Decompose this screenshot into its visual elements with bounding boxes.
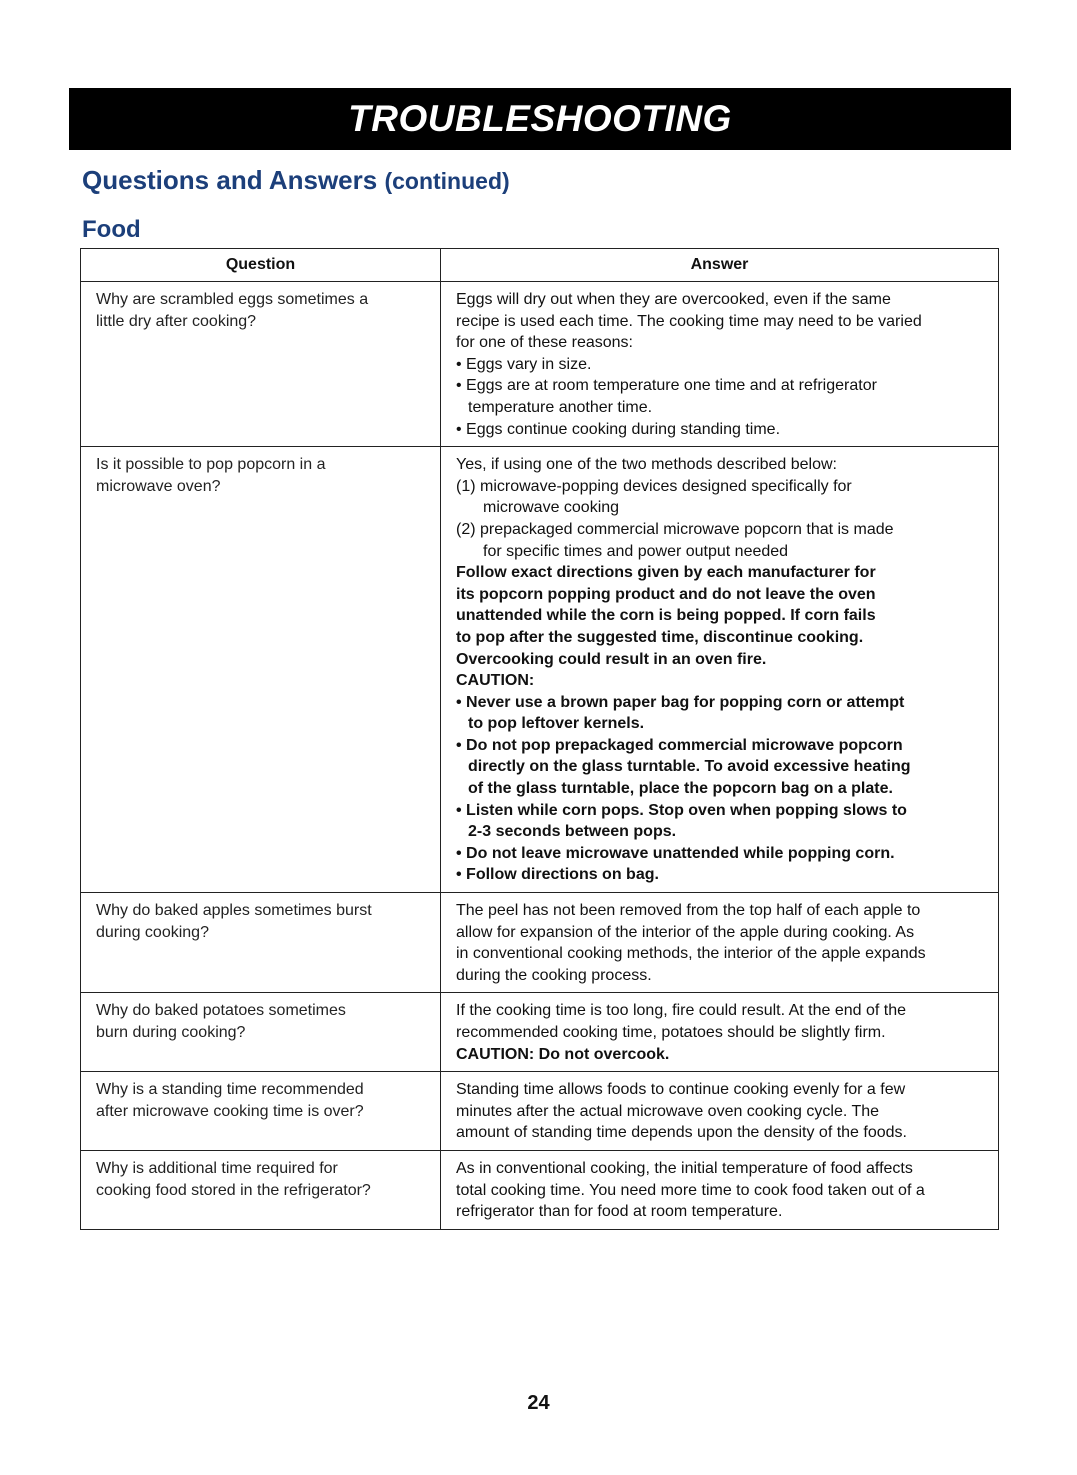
section-title-continued: (continued) <box>384 168 510 194</box>
answer-line: to pop after the suggested time, discontinue cooking. <box>456 628 864 646</box>
answer-line: Standing time allows foods to continue cooking evenly for a few <box>456 1081 906 1099</box>
answer-line: minutes after the actual microwave oven cooking cycle. The <box>456 1102 880 1120</box>
answer-line: microwave cooking <box>483 499 620 517</box>
answer-line: recipe is used each time. The cooking time may need to be varied <box>456 312 922 330</box>
column-header-question: Question <box>81 249 441 282</box>
answer-line: allow for expansion of the interior of the apple during cooking. As <box>456 923 915 941</box>
answer-line: Yes, if using one of the two methods described below: <box>456 456 837 474</box>
question-cell <box>81 1072 441 1151</box>
answer-line: directly on the glass turntable. To avoid excessive heating <box>468 758 911 776</box>
table-row <box>81 893 999 993</box>
table-row <box>81 993 999 1072</box>
answer-line: The peel has not been removed from the top half of each apple to <box>456 902 921 920</box>
question-cell <box>81 993 441 1072</box>
answer-line: recommended cooking time, potatoes should be slightly firm. <box>456 1024 886 1041</box>
answer-cell <box>441 1150 999 1229</box>
answer-cell <box>441 447 999 893</box>
page-banner <box>69 88 1011 150</box>
answer-line: • Do not leave microwave unattended while popping corn. <box>456 844 895 862</box>
answer-line: during the cooking process. <box>456 966 652 984</box>
answer-line: its popcorn popping product and do not leave the oven <box>456 585 876 603</box>
answer-line: • Eggs continue cooking during standing time. <box>456 420 781 438</box>
question-line: little dry after cooking? <box>96 312 257 330</box>
qa-table <box>80 248 999 1230</box>
question-line: Is it possible to pop popcorn in a <box>96 456 326 474</box>
question-cell <box>81 893 441 993</box>
table-row <box>81 447 999 893</box>
answer-line: unattended while the corn is being popped. If corn fails <box>456 607 876 625</box>
question-line: microwave oven? <box>96 477 221 495</box>
table-row <box>81 1150 999 1229</box>
section-title <box>82 165 510 196</box>
answer-line: in conventional cooking methods, the interior of the apple expands <box>456 945 926 963</box>
subsection-title: Food <box>82 216 141 243</box>
answer-line: 2-3 seconds between pops. <box>468 823 677 841</box>
question-line: Why are scrambled eggs sometimes a <box>96 291 369 308</box>
question-cell <box>81 447 441 893</box>
answer-line: • Follow directions on bag. <box>456 866 659 884</box>
answer-line: of the glass turntable, place the popcorn bag on a plate. <box>468 780 893 798</box>
qa-table-body <box>81 282 999 1230</box>
table-header-row <box>81 249 999 282</box>
answer-line: As in conventional cooking, the initial temperature of food affects <box>456 1159 913 1177</box>
answer-line: • Never use a brown paper bag for popping corn or attempt <box>456 693 905 711</box>
answer-line: • Eggs vary in size. <box>456 355 592 373</box>
table-row <box>81 282 999 447</box>
answer-line: If the cooking time is too long, fire could result. At the end of the <box>456 1002 907 1020</box>
answer-line: total cooking time. You need more time to cook food taken out of a <box>456 1181 925 1199</box>
question-line: cooking food stored in the refrigerator? <box>96 1181 371 1199</box>
question-cell <box>81 1150 441 1229</box>
question-line: during cooking? <box>96 923 209 941</box>
page-number: 24 <box>527 1392 550 1414</box>
banner-title: TROUBLESHOOTING <box>348 98 732 139</box>
question-line: Why do baked apples sometimes burst <box>96 902 372 920</box>
answer-line: amount of standing time depends upon the density of the foods. <box>456 1124 907 1142</box>
table-row <box>81 1072 999 1151</box>
question-line: Why is additional time required for <box>96 1159 338 1177</box>
question-cell <box>81 282 441 447</box>
answer-line: Eggs will dry out when they are overcooked, even if the same <box>456 291 891 308</box>
question-line: Why do baked potatoes sometimes <box>96 1002 346 1020</box>
answer-line: • Eggs are at room temperature one time and at refrigerator <box>456 377 877 395</box>
answer-line: • Do not pop prepackaged commercial microwave popcorn <box>456 736 903 754</box>
answer-line: (2) prepackaged commercial microwave popcorn that is made <box>456 520 894 538</box>
answer-line: • Listen while corn pops. Stop oven when popping slows to <box>456 801 907 819</box>
answer-line: (1) microwave-popping devices designed specifically for <box>456 477 852 495</box>
answer-line: for specific times and power output needed <box>483 542 789 560</box>
answer-line: for one of these reasons: <box>456 334 633 352</box>
column-header-answer: Answer <box>441 249 999 282</box>
question-line: burn during cooking? <box>96 1024 246 1041</box>
answer-cell <box>441 282 999 447</box>
answer-cell <box>441 993 999 1072</box>
answer-line: to pop leftover kernels. <box>468 715 645 733</box>
section-title-main: Questions and Answers <box>82 165 378 195</box>
answer-cell <box>441 1072 999 1151</box>
question-line: Why is a standing time recommended <box>96 1081 364 1099</box>
answer-line: CAUTION: <box>456 672 535 690</box>
answer-line: Follow exact directions given by each manufacturer for <box>456 564 876 582</box>
answer-line: refrigerator than for food at room temperature. <box>456 1203 783 1221</box>
answer-line: Overcooking could result in an oven fire. <box>456 650 767 668</box>
answer-line: CAUTION: Do not overcook. <box>456 1045 670 1063</box>
answer-line: temperature another time. <box>468 398 653 416</box>
answer-cell <box>441 893 999 993</box>
question-line: after microwave cooking time is over? <box>96 1102 364 1120</box>
